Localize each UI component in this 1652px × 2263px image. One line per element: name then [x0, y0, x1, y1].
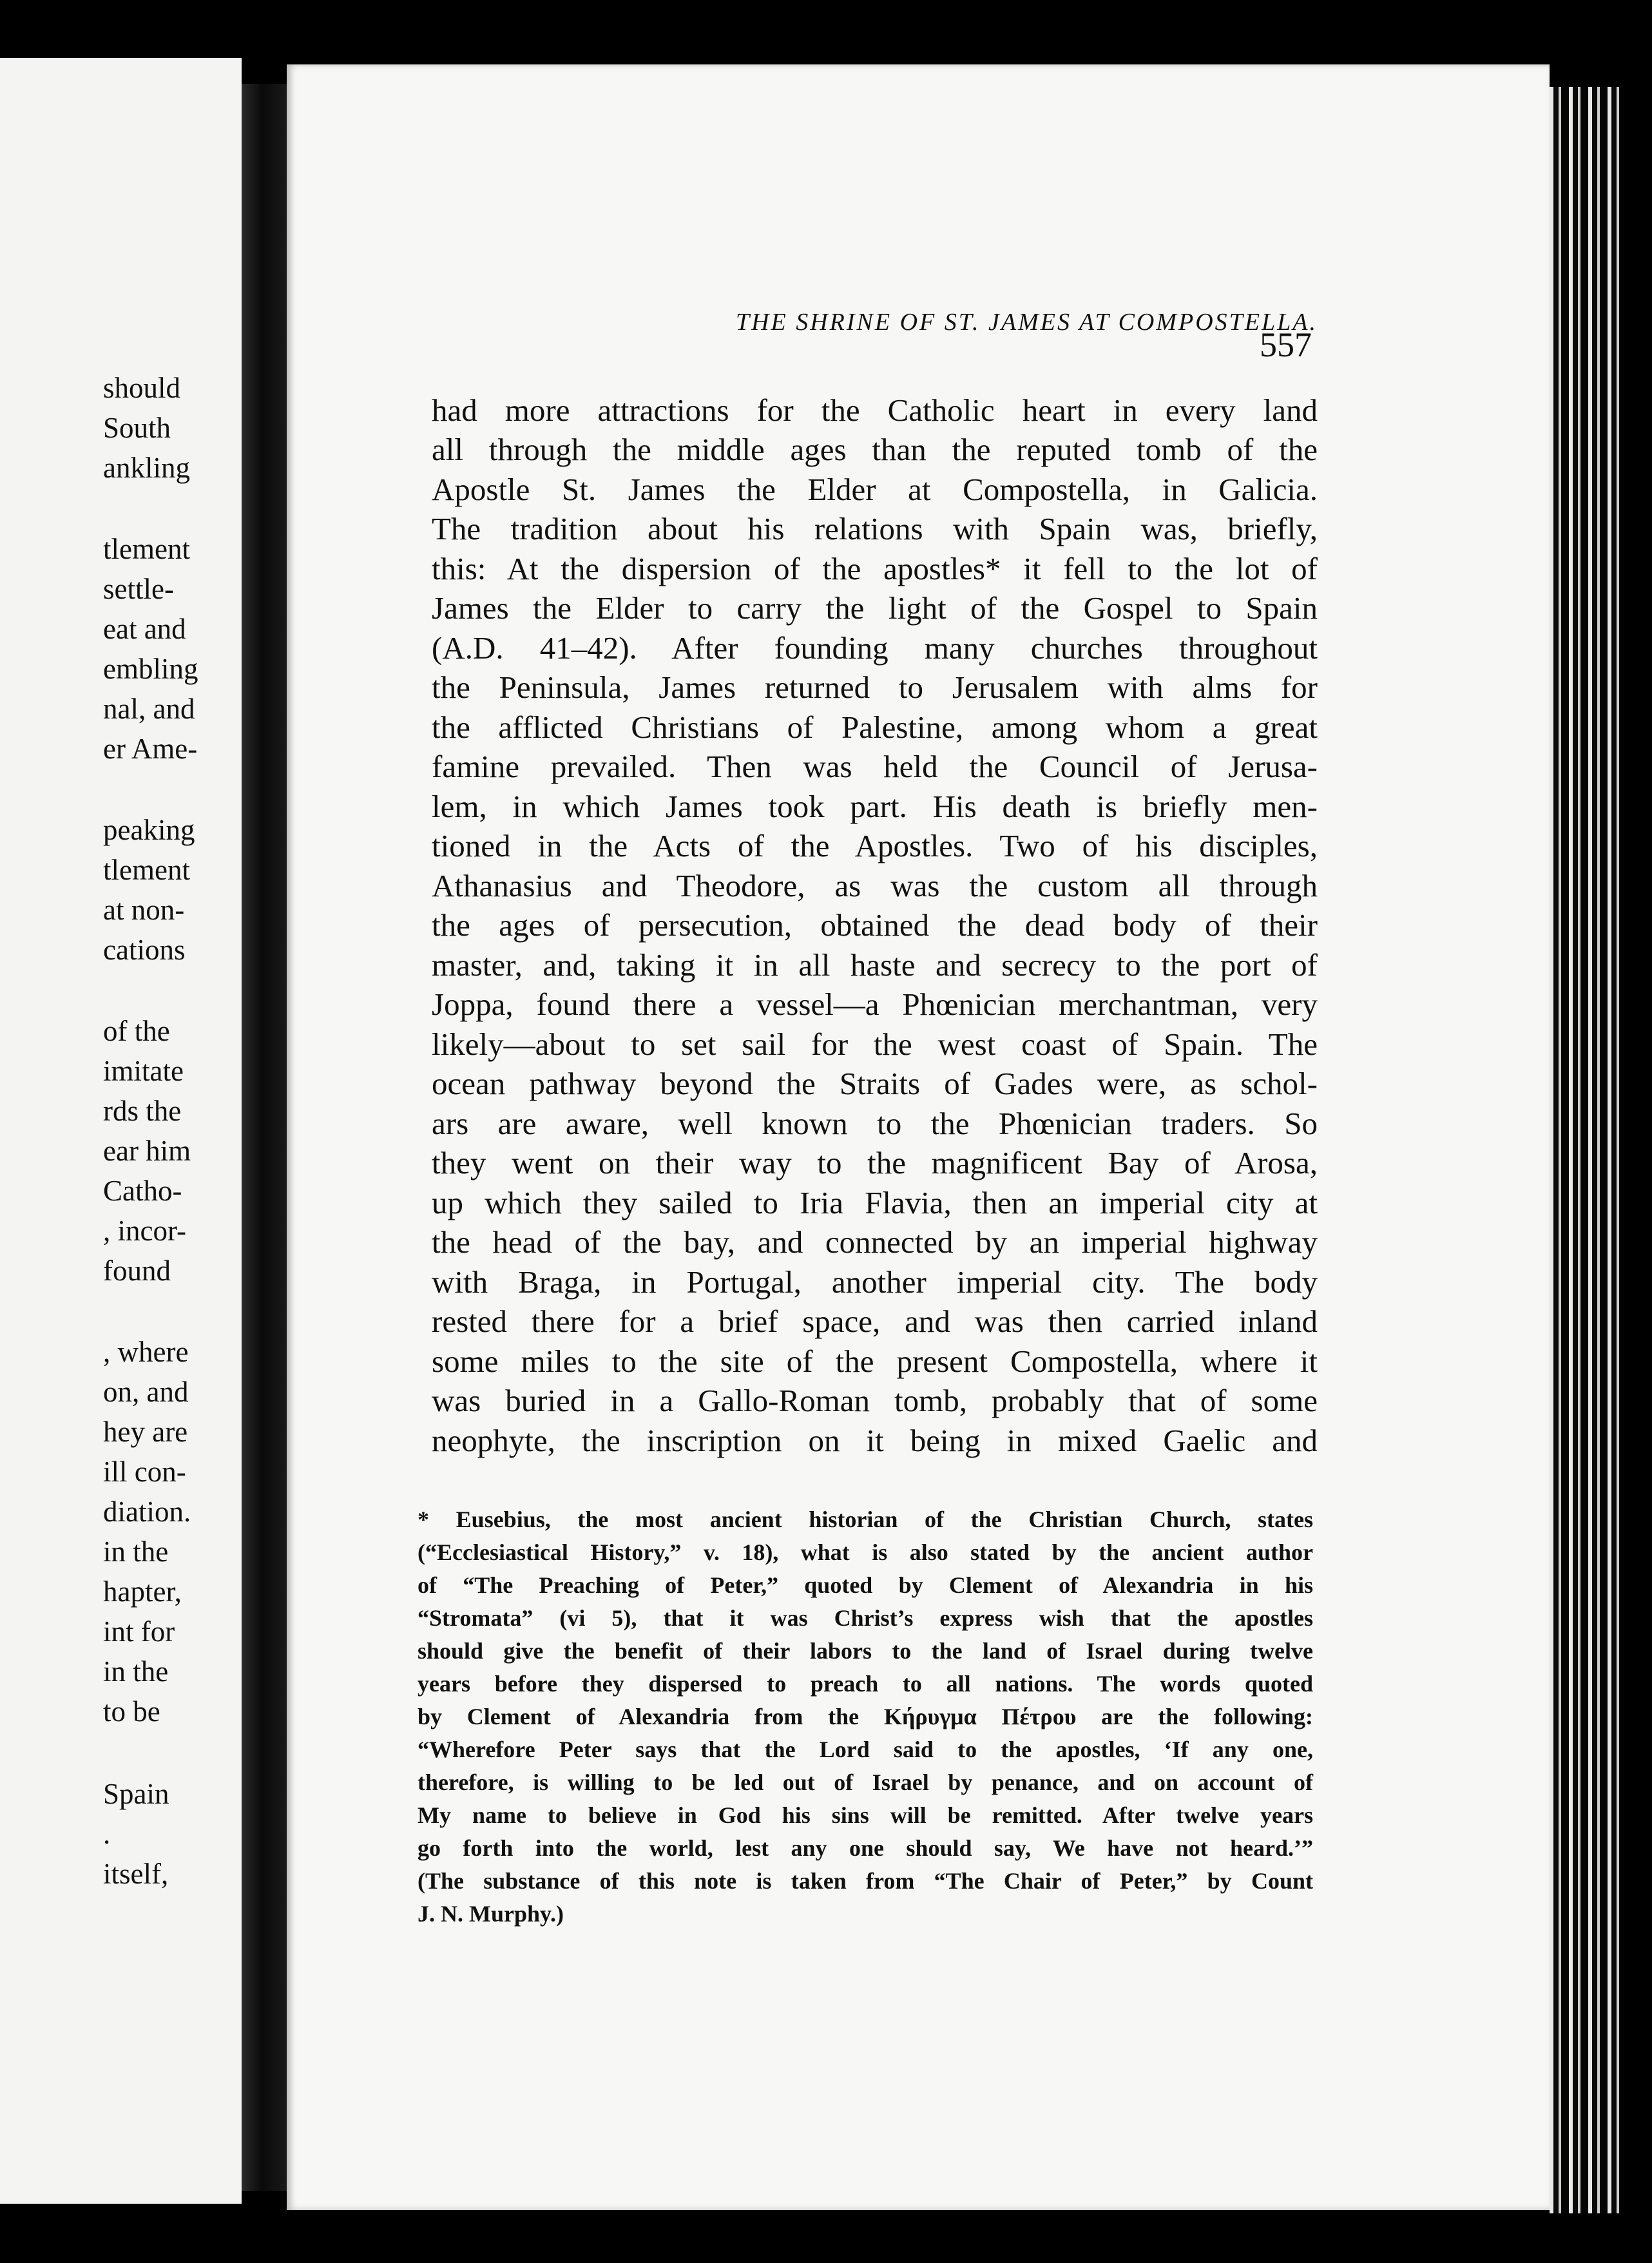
body-line: up which they sailed to Iria Flavia, then an imperial city at	[432, 1185, 1318, 1220]
left-fragment-line: on, and	[103, 1376, 189, 1408]
left-fragment-line: er Ame-	[103, 733, 198, 765]
left-fragment-line: peaking	[103, 814, 195, 846]
footnote-line: go forth into the world, lest any one should say, We have not heard.’”	[418, 1835, 1313, 1861]
body-line: they went on their way to the magnificent Bay of Arosa,	[432, 1145, 1318, 1180]
left-fragment-line: .	[103, 1818, 111, 1850]
footnote-line: should give the benefit of their labors to the land of Israel during twelve	[418, 1638, 1313, 1664]
left-fragment-line: to be	[103, 1695, 160, 1728]
body-line: all through the middle ages than the reputed tomb of the	[432, 432, 1318, 467]
body-line: neophyte, the inscription on it being in mixed Gaelic and	[432, 1423, 1318, 1458]
body-line: this: At the dispersion of the apostles* it fell to the lot of	[432, 551, 1318, 586]
body-line: with Braga, in Portugal, another imperial city. The body	[432, 1264, 1318, 1300]
running-head: THE SHRINE OF ST. JAMES AT COMPOSTELLA.	[735, 309, 1318, 336]
body-line: Athanasius and Theodore, as was the custom all through	[432, 868, 1318, 903]
footnote-line: (“Ecclesiastical History,” v. 18), what is also stated by the ancient author	[418, 1539, 1313, 1565]
footnote-line: J. N. Murphy.)	[418, 1901, 564, 1927]
left-fragment-line: int for	[103, 1615, 175, 1648]
left-fragment-line: Catho-	[103, 1175, 182, 1207]
body-line: had more attractions for the Catholic heart in every land	[432, 392, 1318, 428]
left-fragment-line: , where	[103, 1336, 189, 1368]
body-line: ocean pathway beyond the Straits of Gades were, as schol-	[432, 1066, 1318, 1101]
footnote-line: “Stromata” (vi 5), that it was Christ’s express wish that the apostles	[418, 1605, 1313, 1631]
left-fragment-line: in the	[103, 1536, 169, 1568]
left-fragment-line: itself,	[103, 1858, 169, 1890]
left-fragment-line: ear him	[103, 1135, 191, 1167]
left-fragment-line: tlement	[103, 533, 190, 565]
left-fragment-line: ankling	[103, 452, 190, 484]
left-fragment-line: ill con-	[103, 1456, 186, 1488]
body-line: tioned in the Acts of the Apostles. Two of his disciples,	[432, 828, 1318, 863]
body-line: the afflicted Christians of Palestine, among whom a great	[432, 709, 1318, 745]
left-fragment-line: nal, and	[103, 693, 195, 725]
body-line: likely—about to set sail for the west coast of Spain. The	[432, 1026, 1318, 1062]
previous-page-fragment	[0, 58, 242, 2204]
left-fragment-line: rds the	[103, 1095, 182, 1127]
left-fragment-line: , incor-	[103, 1215, 187, 1247]
body-line: (A.D. 41–42). After founding many churches throughout	[432, 630, 1318, 666]
left-fragment-line: settle-	[103, 573, 174, 605]
body-line: some miles to the site of the present Compostella, where it	[432, 1343, 1318, 1379]
left-fragment-line: at non-	[103, 894, 185, 926]
left-fragment-line: of the	[103, 1015, 170, 1047]
footnote-line: years before they dispersed to preach to all nations. The words quoted	[418, 1671, 1313, 1697]
footnote-line: My name to believe in God his sins will be remitted. After twelve years	[418, 1802, 1313, 1828]
footnote-line: of “The Preaching of Peter,” quoted by Clement of Alexandria in his	[418, 1572, 1313, 1598]
footnote-line: “Wherefore Peter says that the Lord said to the apostles, ‘If any one,	[418, 1737, 1313, 1762]
left-fragment-line: Spain	[103, 1778, 169, 1810]
book-gutter	[242, 84, 293, 2191]
left-fragment-line: hapter,	[103, 1575, 182, 1608]
left-fragment-line: should	[103, 372, 181, 404]
left-fragment-line: embling	[103, 653, 198, 685]
left-fragment-line: hey are	[103, 1416, 188, 1448]
left-fragment-line: tlement	[103, 854, 190, 886]
page-edges	[1550, 87, 1620, 2213]
page-number: 557	[1260, 325, 1312, 364]
body-line: the Peninsula, James returned to Jerusalem with alms for	[432, 669, 1318, 705]
left-fragment-line: cations	[103, 934, 186, 966]
body-line: The tradition about his relations with Spain was, briefly,	[432, 511, 1318, 546]
body-line: famine prevailed. Then was held the Council of Jerusa-	[432, 749, 1318, 784]
body-line: ars are aware, well known to the Phœnician traders. So	[432, 1106, 1318, 1141]
left-fragment-line: imitate	[103, 1055, 184, 1087]
body-line: Apostle St. James the Elder at Compostella, in Galicia.	[432, 472, 1318, 507]
body-line: Joppa, found there a vessel—a Phœnician merchantman, very	[432, 987, 1318, 1022]
footnote-line: by Clement of Alexandria from the Κήρυγμα Πέτρου are the following:	[418, 1704, 1313, 1729]
left-fragment-line: diation.	[103, 1496, 191, 1528]
body-line: the head of the bay, and connected by an imperial highway	[432, 1224, 1318, 1260]
body-line: James the Elder to carry the light of the Gospel to Spain	[432, 590, 1318, 626]
left-fragment-line: in the	[103, 1655, 169, 1688]
left-fragment-line: South	[103, 412, 171, 444]
body-line: the ages of persecution, obtained the dead body of their	[432, 907, 1318, 943]
footnote-line: * Eusebius, the most ancient historian of the Christian Church, states	[418, 1507, 1313, 1532]
left-fragment-line: found	[103, 1255, 171, 1287]
body-line: lem, in which James took part. His death is briefly men-	[432, 789, 1318, 824]
left-fragment-line: eat and	[103, 613, 186, 645]
body-line: rested there for a brief space, and was then carried inland	[432, 1304, 1318, 1339]
body-line: master, and, taking it in all haste and secrecy to the port of	[432, 947, 1318, 983]
body-line: was buried in a Gallo-Roman tomb, probably that of some	[432, 1383, 1318, 1418]
footnote-line: therefore, is willing to be led out of Israel by penance, and on account of	[418, 1769, 1313, 1795]
footnote-line: (The substance of this note is taken from “The Chair of Peter,” by Count	[418, 1868, 1313, 1894]
